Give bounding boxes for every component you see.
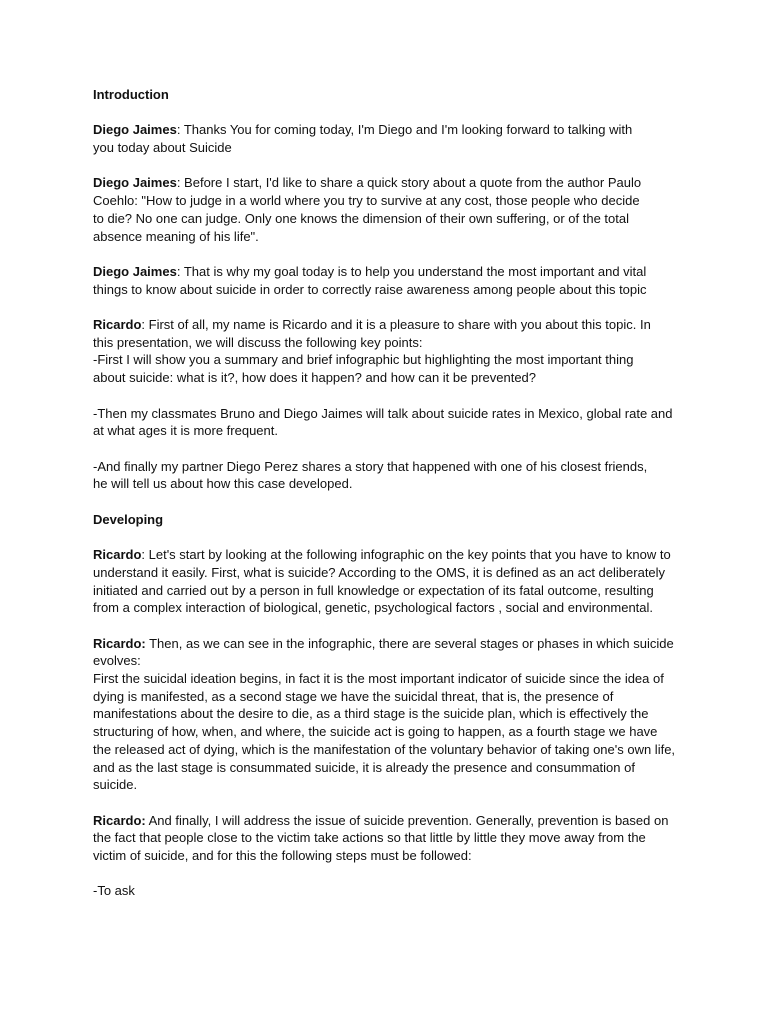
speaker-name: Ricardo: <box>93 812 146 828</box>
paragraph-diego-quote <box>93 174 645 245</box>
paragraph-to-ask <box>93 882 678 900</box>
paragraph-diego-intro <box>93 121 638 156</box>
paragraph-text: : First of all, my name is Ricardo and it is a pleasure to share with you about this topic. In this presentation, we will discuss the following key points: <box>93 317 651 350</box>
paragraph-text: : Thanks You for coming today, I'm Diego and I'm looking forward to talking with you today about Suicide <box>93 122 633 156</box>
speaker-name: Ricardo <box>93 547 142 563</box>
paragraph-text: -To ask <box>93 883 135 899</box>
paragraph-stages-detail <box>93 670 678 794</box>
speaker-name: Ricardo <box>93 317 142 333</box>
paragraph-ricardo-keypoints <box>93 316 668 351</box>
paragraph-diego-goal <box>93 263 678 298</box>
paragraph-text: Then, as we can see in the infographic, there are several stages or phases in which suicide evolves: <box>93 635 674 669</box>
speaker-name: Ricardo: <box>93 635 146 651</box>
paragraph-text: -And finally my partner Diego Perez shares a story that happened with one of his closest friends, he will tell us about how this case developed. <box>93 458 648 492</box>
paragraph-text: : Before I start, I'd like to share a quick story about a quote from the author Paulo Coehlo: "How to judge in a world where you try to survive at any cost, those people who decide to die? No one can judge. Only one knows the dimension of their own suffering, or of the total absence meaning of his life". <box>93 175 642 244</box>
paragraph-text: And finally, I will address the issue of suicide prevention. Generally, prevention is based on the fact that people close to the victim take actions so that little by little they move away from the victim of suicide, and for this the following steps must be followed: <box>93 812 669 864</box>
document-page <box>93 86 678 900</box>
section-heading-introduction: Introduction <box>93 87 169 102</box>
speaker-name: Diego Jaimes <box>93 175 177 191</box>
paragraph-ricardo-definition <box>93 546 678 617</box>
speaker-name: Diego Jaimes <box>93 263 177 279</box>
paragraph-text: -Then my classmates Bruno and Diego Jaimes will talk about suicide rates in Mexico, global rate and at what ages it is more frequent. <box>93 405 673 439</box>
paragraph-ricardo-prevention <box>93 812 678 865</box>
paragraph-first-point <box>93 351 668 386</box>
paragraph-text: : Let's start by looking at the following infographic on the key points that you have to know to understand it easily. First, what is suicide? According to the OMS, it is defined as an act deliberately initiated and carried out by a person in full knowledge or expectation of its fatal outcome, resulting from a complex interaction of biological, genetic, psychological factors , social and environmental. <box>93 547 671 616</box>
paragraph-second-point <box>93 405 675 440</box>
paragraph-third-point <box>93 458 663 493</box>
paragraph-text: First the suicidal ideation begins, in fact it is the most important indicator of suicide since the idea of dying is manifested, as a second stage we have the suicidal threat, that is, the presence of manifestations about the desire to die, as a third stage is the suicide plan, which is effectively the structuring of how, when, and where, the suicide act is going to happen, as a fourth stage we have the released act of dying, which is the manifestation of the voluntary behavior of taking one's own life, and as the last stage is consummated suicide, it is already the presence and consummation of suicide. <box>93 671 676 793</box>
speaker-name: Diego Jaimes <box>93 122 177 138</box>
paragraph-text: : That is why my goal today is to help you understand the most important and vital things to know about suicide in order to correctly raise awareness among people about this topic <box>93 263 647 297</box>
paragraph-text: -First I will show you a summary and brief infographic but highlighting the most important thing about suicide: what is it?, how does it happen? and how can it be prevented? <box>93 352 634 386</box>
section-heading-developing: Developing <box>93 511 164 527</box>
paragraph-ricardo-stages <box>93 635 678 670</box>
